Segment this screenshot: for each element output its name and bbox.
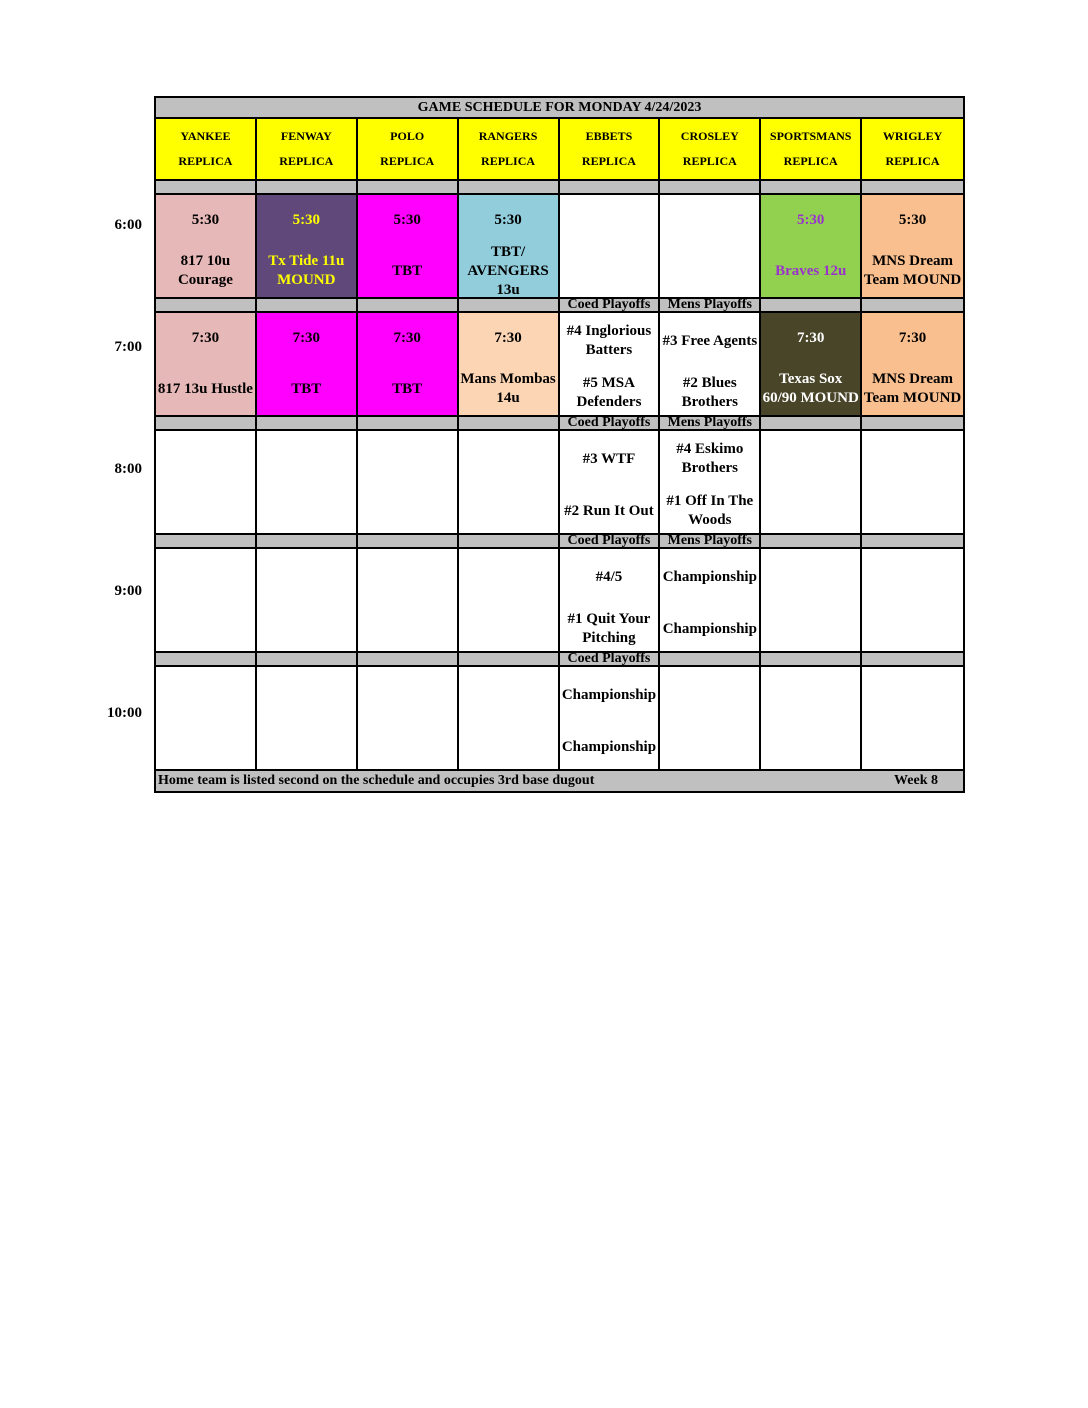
game-cell: [761, 313, 862, 415]
game-cell: [560, 549, 661, 651]
game-cell: [862, 667, 963, 769]
game-cell: [660, 549, 761, 651]
slot-banner-row: [156, 653, 963, 667]
slot-banner-cell: [761, 181, 862, 193]
game-time: 5:30: [898, 212, 927, 228]
schedule-footer: [156, 771, 963, 791]
field-header-ebbets: [560, 119, 661, 179]
field-header-yankee: [156, 119, 257, 179]
field-header-sportsmans: [761, 119, 862, 179]
game-time: 7:30: [292, 330, 321, 346]
game-cell: [560, 195, 661, 297]
slot-banner-cell: Coed Playoffs: [560, 417, 661, 429]
slot-banner-cell: [660, 653, 761, 665]
game-cell: [660, 431, 761, 533]
game-team: TBT: [392, 262, 423, 279]
game-cell: [862, 431, 963, 533]
slot-banner-cell: [459, 535, 560, 547]
slot-banner-cell: Mens Playoffs: [660, 417, 761, 429]
field-subtitle: REPLICA: [178, 154, 233, 168]
game-team: 817 13u Hustle: [157, 380, 253, 397]
field-subtitle: REPLICA: [885, 154, 940, 168]
game-team: Braves 12u: [775, 262, 847, 279]
field-header-polo: [358, 119, 459, 179]
slot-banner-cell: [862, 653, 963, 665]
field-header-rangers: [459, 119, 560, 179]
game-time: 5:30: [393, 212, 421, 228]
game-cell: [761, 431, 862, 533]
game-cell: [862, 313, 963, 415]
slot-banner-row: [156, 535, 963, 549]
field-subtitle: REPLICA: [783, 154, 838, 168]
matchup-away: Championship: [561, 686, 657, 703]
field-subtitle: REPLICA: [279, 154, 334, 168]
field-name: WRIGLEY: [882, 129, 943, 143]
field-name: SPORTSMANS: [769, 129, 852, 143]
slot-banner-cell: [660, 181, 761, 193]
slot-banner-cell: [358, 653, 459, 665]
matchup-away: #3 WTF: [582, 450, 636, 467]
slot-banner-cell: [560, 181, 661, 193]
field-name: CROSLEY: [680, 129, 739, 143]
slot-banner-cell: [358, 535, 459, 547]
game-cell: [156, 195, 257, 297]
time-label: 8:00: [114, 461, 142, 477]
slot-banner-row: [156, 181, 963, 195]
matchup-away: #3 Free Agents: [662, 332, 758, 349]
matchup-home: #2 Blues Brothers: [681, 375, 738, 410]
field-header-crosley: [660, 119, 761, 179]
game-cell: [257, 313, 358, 415]
matchup-home: #2 Run It Out: [564, 502, 654, 519]
slot-banner-cell: [156, 299, 257, 311]
game-cell: [358, 549, 459, 651]
time-label: 10:00: [107, 705, 142, 721]
field-name: EBBETS: [585, 129, 633, 143]
footer-note: Home team is listed second on the schedule and occupies 3rd base dugout: [158, 773, 595, 788]
slot-banner-cell: [459, 653, 560, 665]
game-time: 7:30: [898, 330, 927, 346]
slot-banner-cell: [761, 417, 862, 429]
slot-banner-cell: Coed Playoffs: [560, 653, 661, 665]
game-cell: [761, 549, 862, 651]
game-cell: [358, 431, 459, 533]
schedule-title: GAME SCHEDULE FOR MONDAY 4/24/2023: [156, 98, 963, 119]
field-name: POLO: [390, 129, 425, 143]
matchup-home: #1 Off In The Woods: [666, 493, 754, 528]
slot-banner-cell: [358, 299, 459, 311]
time-slots: [156, 181, 963, 771]
game-team: MNS Dream Team MOUND: [863, 253, 962, 288]
game-cell: [459, 195, 560, 297]
game-cell: [660, 313, 761, 415]
slot-row: [156, 431, 963, 535]
slot-banner-cell: [761, 653, 862, 665]
game-team: Mans Mombas 14u: [460, 371, 556, 406]
slot-banner-cell: [156, 417, 257, 429]
game-cell: [156, 313, 257, 415]
game-cell: [257, 431, 358, 533]
slot-banner-cell: [156, 535, 257, 547]
slot-banner-cell: [862, 535, 963, 547]
matchup-away: #4 Inglorious Batters: [566, 323, 652, 358]
game-time: 7:30: [393, 330, 421, 346]
game-time: 5:30: [796, 212, 825, 228]
slot-banner-cell: [761, 299, 862, 311]
slot-banner-cell: Coed Playoffs: [560, 299, 661, 311]
game-cell: [358, 195, 459, 297]
slot-banner-cell: [358, 417, 459, 429]
slot-banner-cell: [862, 417, 963, 429]
matchup-home: Championship: [662, 620, 757, 637]
slot-row: [156, 549, 963, 653]
field-subtitle: REPLICA: [380, 154, 435, 168]
matchup-home: Championship: [561, 738, 657, 755]
slot-banner-cell: [761, 535, 862, 547]
field-name: FENWAY: [280, 129, 332, 143]
slot-banner-cell: Coed Playoffs: [560, 535, 661, 547]
schedule-table: [154, 96, 965, 793]
game-team: Tx Tide 11u MOUND: [268, 253, 345, 288]
matchup-home: #1 Quit Your Pitching: [567, 611, 651, 646]
slot-banner-cell: [459, 299, 560, 311]
week-label: Week 8: [894, 773, 938, 788]
game-cell: [459, 431, 560, 533]
field-name: RANGERS: [478, 129, 538, 143]
slot-banner-cell: [257, 181, 358, 193]
game-cell: [660, 195, 761, 297]
slot-banner-cell: [257, 299, 358, 311]
field-subtitle: REPLICA: [481, 154, 536, 168]
game-time: 5:30: [191, 212, 220, 228]
slot-banner-cell: [156, 181, 257, 193]
game-cell: [257, 667, 358, 769]
field-header-row: [156, 119, 963, 181]
slot-row: [156, 667, 963, 771]
slot-banner-cell: [257, 653, 358, 665]
game-cell: [459, 549, 560, 651]
field-name: YANKEE: [180, 129, 231, 143]
game-team: Texas Sox 60/90 MOUND: [762, 371, 859, 406]
game-team: MNS Dream Team MOUND: [863, 371, 962, 406]
time-label: 6:00: [114, 217, 142, 233]
game-team: 817 10u Courage: [177, 253, 233, 288]
game-cell: [156, 549, 257, 651]
game-time: 5:30: [292, 212, 321, 228]
slot-banner-cell: [257, 535, 358, 547]
game-cell: [761, 667, 862, 769]
game-team: TBT/ AVENGERS 13u: [467, 243, 549, 297]
field-subtitle: REPLICA: [581, 154, 636, 168]
game-cell: [257, 549, 358, 651]
slot-banner-row: [156, 299, 963, 313]
slot-banner-cell: [156, 653, 257, 665]
game-cell: [459, 313, 560, 415]
game-cell: [358, 313, 459, 415]
game-cell: [761, 195, 862, 297]
slot-banner-cell: Mens Playoffs: [660, 535, 761, 547]
game-cell: [156, 431, 257, 533]
matchup-away: Championship: [662, 568, 757, 585]
time-label: 9:00: [114, 583, 142, 599]
game-cell: [862, 549, 963, 651]
game-cell: [358, 667, 459, 769]
time-label: 7:00: [114, 339, 142, 355]
slot-banner-cell: [862, 299, 963, 311]
slot-banner-cell: [257, 417, 358, 429]
game-cell: [560, 431, 661, 533]
slot-banner-cell: [459, 181, 560, 193]
slot-banner-row: [156, 417, 963, 431]
field-header-wrigley: [862, 119, 963, 179]
game-cell: [560, 667, 661, 769]
slot-banner-cell: [459, 417, 560, 429]
game-team: TBT: [291, 380, 322, 397]
slot-banner-cell: Mens Playoffs: [660, 299, 761, 311]
matchup-away: #4/5: [595, 568, 623, 585]
field-subtitle: REPLICA: [682, 154, 737, 168]
slot-banner-cell: [358, 181, 459, 193]
matchup-home: #5 MSA Defenders: [576, 375, 642, 410]
game-time: 7:30: [494, 330, 522, 346]
slot-row: [156, 195, 963, 299]
game-cell: [660, 667, 761, 769]
game-cell: [156, 667, 257, 769]
game-time: 7:30: [796, 330, 825, 346]
game-time: 5:30: [494, 212, 522, 228]
matchup-away: #4 Eskimo Brothers: [676, 441, 744, 476]
slot-banner-cell: [862, 181, 963, 193]
game-cell: [257, 195, 358, 297]
slot-row: [156, 313, 963, 417]
game-cell: [459, 667, 560, 769]
game-time: 7:30: [191, 330, 220, 346]
game-cell: [560, 313, 661, 415]
game-team: TBT: [392, 380, 423, 397]
field-header-fenway: [257, 119, 358, 179]
game-cell: [862, 195, 963, 297]
